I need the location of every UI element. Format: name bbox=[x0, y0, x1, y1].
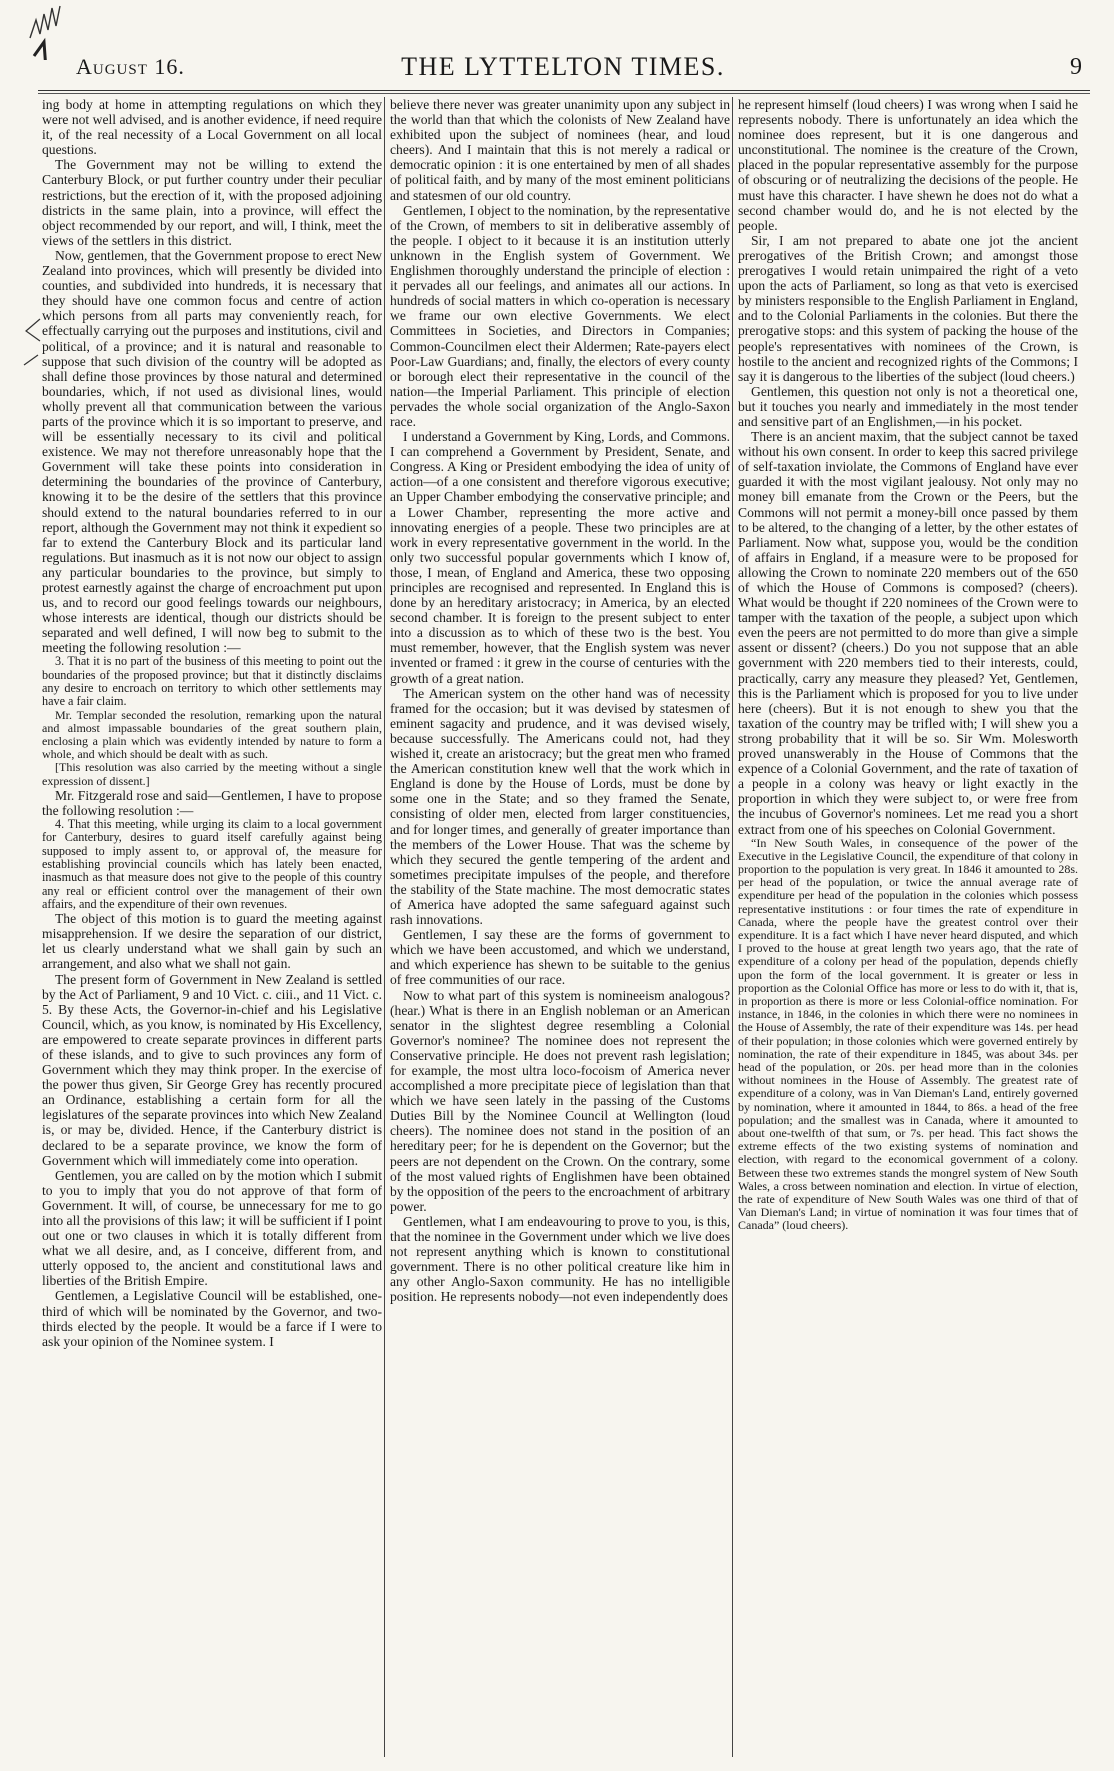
resolution-text: 3. That it is no part of the business of this meeting to point out the boundaries of the proposed province; but that it distinctly disclaims any desire to encroach on territory to which other settlements may have a fair claim. bbox=[42, 654, 382, 709]
paragraph: Gentlemen, this question not only is not a theoretical one, but it touches you nearly and immediately in the most tender and sensitive part of an Englishmen,—in his pocket. bbox=[738, 383, 1078, 429]
masthead-rule bbox=[38, 90, 1090, 91]
masthead-rule-thin bbox=[38, 93, 1090, 94]
paragraph: I understand a Government by King, Lords, and Commons. I can comprehend a Government by President, Senate, and Congress. A King or President embodying the idea of unity of action—of a one consistent and therefore vigorous executive; an Upper Chamber embodying the conservative principle; and a Lower Chamber, representing the more active and innovating energies of a people. These two principles are at work in every representative government in the world. In the only two successful popular governments which I know of, those, I mean, of England and America, these two opposing principles are recognised and represented. In England this is done by an hereditary aristocracy; in America, by an elected second chamber. It is foreign to the present subject to enter into a discussion as to which of these two is the best. You must remember, however, that the English system was never invented or framed : it grew in the course of centuries with the growth of a great nation. bbox=[390, 429, 730, 686]
newspaper-title: THE LYTTELTON TIMES. bbox=[401, 52, 725, 81]
article-column-1 bbox=[42, 97, 382, 1762]
paragraph: Sir, I am not prepared to abate one jot the ancient prerogatives of the British Crown; and amongst those prerogatives I would retain unimpaired the right of a veto upon the acts of Parliament, so long as that veto is exercised by ministers responsible to the English Parliament in England, and to the Colonial Parliaments in the colonies. But there the prerogative stops: and this system of packing the house of the people's representatives with nominees of the Crown, is hostile to the ancient and recognized rights of the Commons; I say it is dangerous to the liberties of the subject (loud cheers.) bbox=[738, 232, 1078, 384]
handwritten-annotation-mark bbox=[22, 0, 66, 60]
paragraph: Mr. Fitzgerald rose and said—Gentlemen, I have to propose the following resolution :— bbox=[42, 787, 382, 818]
paragraph: he represent himself (loud cheers) I was wrong when I said he represents nobody. There is unfortunately an idea which the nominee does represent, but it is one dangerous and unconstitutional. The nominee is the creature of the Crown, placed in the popular representative assembly for the purpose of obscuring or of neutralizing the decisions of the people. He must have this character. I have shewn he does not do what a second chamber would do, and he is not elected by the people. bbox=[738, 97, 1078, 233]
paragraph: ing body at home in attempting regulations on which they were not well advised, and is another evidence, if need require it, of the real necessity of a Local Government on all local questions. bbox=[42, 97, 382, 158]
paragraph: Mr. Templar seconded the resolution, remarking upon the natural and almost impassable boundaries of the great southern plain, enclosing a plain which was evidently intended by nature to form a whole, and which should be dealt with as such. bbox=[42, 707, 382, 762]
article-column-2 bbox=[390, 97, 730, 1762]
paragraph: Gentlemen, you are called on by the motion which I submit to you to imply that you do not approve of that form of Government. It will, of course, be unnecessary for me to go into all the provisions of this law; it will be sufficient if I point out one or two clauses in which it is totally different from what we all desire, and, as I conceive, different from, and utterly opposed to, the ancient and constitutional laws and liberties of the British Empire. bbox=[42, 1167, 382, 1289]
paragraph: Gentlemen, a Legislative Council will be established, one-third of which will be nominated by the Governor, and two-thirds elected by the people. It would be a farce if I were to ask your opinion of the Nominee system. I bbox=[42, 1288, 382, 1349]
paragraph: Gentlemen, I say these are the forms of government to which we have been accustomed, and which we understand, and which experience has shewn to be suitable to the genius of free communities of our race. bbox=[390, 927, 730, 988]
column-divider bbox=[732, 97, 733, 1757]
paragraph: The American system on the other hand was of necessity framed for the occasion; but it was devised by statesmen of eminent sagacity and prudence, and it was devised wisely, because successfully. The Americans could not, had they wished it, create an aristocracy; but the great men who framed the American constitution knew well that the work which in England is done by the House of Lords, must be done by some one in the State; and so they framed the Senate, consisting of older men, elected from larger constituencies, and for longer times, and generally of greater importance than the members of the Lower House. That was the scheme by which they secured the gentle tempering of the ardent and sometimes precipitate impulses of the people, and therefore the stability of the State machine. The most democratic states of America have adopted the same safeguard against such rash innovations. bbox=[390, 685, 730, 928]
article-column-3 bbox=[738, 97, 1078, 1762]
paragraph: The Government may not be willing to extend the Canterbury Block, or put further country under their peculiar restrictions, but the erection of it, with the proposed adjoining districts in the same plain, into a province, will effect the object recommended by our report, and will, I think, meet the views of the settlers in this district. bbox=[42, 157, 382, 248]
paragraph: Now to what part of this system is nomineeism analogous? (hear.) What is there in an English nobleman or an American senator in the slightest degree resembling a Colonial Governor's nominee? The nominee does not represent the Conservative principle. He does not prevent rash legislation; for example, the most ultra loco-focoism of America never accomplished a more precipitate piece of legislation than that which we have seen lately in the passing of the Customs Duties Bill by the Nominee Council at Wellington (loud cheers). The nominee does not stand in the position of an hereditary peer; for he is dependent on the Governor; but the peers are not dependent on the Crown. On the contrary, some of the most valued rights of Englishmen have been obtained by the opposition of the peers to the encroachment of arbitrary power. bbox=[390, 987, 730, 1214]
page-number: 9 bbox=[1070, 54, 1082, 80]
paragraph: Gentlemen, I object to the nomination, by the representative of the Crown, of members to sit in deliberative assembly of the people. I object to it because it is an institution utterly unknown in the English system of Government. We Englishmen thoroughly understand the principle of election : it pervades all our feelings, and animates all our actions. In hundreds of social matters in which co-operation is necessary we frame our own elective Governments. We elect Committees in Societies, and Directors in Companies; Common-Councilmen elect their Aldermen; Rate-payers elect Poor-Law Guardians; and, finally, the electors of every county or borough elect their representative in the council of the nation—the Imperial Parliament. This principle of election pervades the whole social organization of the Anglo-Saxon race. bbox=[390, 202, 730, 429]
paragraph: Gentlemen, what I am endeavouring to prove to you, is this, that the nominee in the Government under which we live does not represent anything which is known to constitutional government. There is no other political creature like him in any other Anglo-Saxon community. He has no intelligible position. He represents nobody—not even independently does bbox=[390, 1213, 730, 1305]
paragraph: Now, gentlemen, that the Government propose to erect New Zealand into provinces, which will presently be divided into counties, and subdivided into hundreds, it is necessary that they should have one common focus and centre of action which persons from all parts may conveniently reach, for effectually carrying out the purposes and institutions, civil and political, of a province; and it is natural and reasonable to suppose that such division of the country will be adopted as shall define those provinces by those natural and determined boundaries, which, if not used as divisional lines, would wholly prevent all that communication between the various parts of the province which it is so important to preserve, and will be essentially necessary to its civil and political existence. We may not therefore unreasonably hope that the Government will take these points into consideration in determining the boundaries of the province of Canterbury, knowing it to be the desire of the settlers that this province should extend to the natural boundaries referred to in our report, although the Government may not think it expedient so far to extend the Canterbury Block and its particular land regulations. But inasmuch as it is not now our object to assign any particular boundaries to the province, but simply to protest earnestly against the charge of encroachment put upon us, and to record our good feelings towards our neighbours, whose interests are identical, though our districts should be separated and well defined, I will now beg to submit to the meeting the following resolution :— bbox=[42, 247, 382, 656]
resolution-text: 4. That this meeting, while urging its claim to a local government for Canterbury, desires to guard itself carefully against being supposed to imply assent to, or approval of, the measure for establishing provincial councils which has lately been enacted, inasmuch as that measure does not give to the people of this country any real or efficient control over the management of their own affairs, and the expenditure of their own revenues. bbox=[42, 817, 382, 911]
newspaper-page bbox=[20, 0, 1096, 1771]
meeting-note: [This resolution was also carried by the meeting without a single expression of dissent.] bbox=[42, 760, 382, 788]
quoted-speech-extract: “In New South Wales, in consequence of the power of the Executive in the Legislative Council, the expenditure of that colony in proportion to the population is very great. In 1846 it amounted to 28s. per head of the population, or twice the annual average rate of expenditure per head of the population in the colonies which possess representative institutions : or four times the rate of expenditure in Canada, where the people have the greatest control over their expenditure. It is a fact which I have never heard disputed, and which I proved to the house at great length two years ago, that the rate of expenditure of a colony per head of the population, depends chiefly upon the form of the local government. It is greater or less in proportion as the Colonial Office has more or less to do with it, that is, in proportion as there is more or less Colonial-office nomination. For instance, in 1846, in the colonies in which there were no nominees in the House of Assembly, the rate of their expenditure was 14s. per head of their population; in those colonies which were governed entirely by nomination, the rate of their expenditure in 1845, was about 34s. per head of the population, or 20s. per head more than in the colonies without nominees in the House of Assembly. The greatest rate of expenditure of a colony, was in Van Dieman's Land, entirely governed by nomination, where it amounted in 1844, to 86s. a head of the free population; and the smallest was in Canada, where it amounted to about one-twelfth of that sum, or 7s. per head. This fact shows the extreme effects of the two existing systems of nomination and election, with regard to the economical government of a colony. Between these two extremes stands the mongrel system of New South Wales, a cross between nomination and election. In virtue of election, the rate of expenditure of New South Wales was one third of that of Van Dieman's Land; in virtue of nomination it was four times that of Canada” (loud cheers). bbox=[738, 835, 1078, 1233]
paragraph: believe there never was greater unanimity upon any subject in the world than that which the colonists of New Zealand have exhibited upon the subject of nominees (hear, and loud cheers). And I maintain that this is not merely a radical or democratic opinion : it is one entertained by men of all shades of political faith, and by many of the most eminent politicians and statesmen of our old country. bbox=[390, 97, 730, 203]
paragraph: The object of this motion is to guard the meeting against misapprehension. If we desire the separation of our district, let us clearly understand what we shall gain by such an arrangement, and also what we shall not gain. bbox=[42, 911, 382, 972]
column-divider bbox=[384, 97, 385, 1757]
paragraph: The present form of Government in New Zealand is settled by the Act of Parliament, 9 and 10 Vict. c. ciii., and 11 Vict. c. 5. By these Acts, the Governor-in-chief and his Legislative Council, which, as you know, is nominated by His Excellency, are empowered to create separate provinces in different parts of these islands, and to give to such provinces any form of Government which they may think proper. In the exercise of the power thus given, Sir George Grey has recently procured an Ordinance, establishing a certain form for all the legislatures of the separate provinces into which New Zealand is, or may be, divided. Hence, if the Canterbury district is declared to be a separate province, we know the form of Government which will immediately come into operation. bbox=[42, 971, 382, 1168]
issue-date: August 16. bbox=[76, 54, 185, 79]
paragraph: There is an ancient maxim, that the subject cannot be taxed without his own consent. In order to keep this sacred privilege of self-taxation inviolate, the Commons of England have ever guarded it with the most vigilant jealousy. Not only may no money bill emanate from the Crown or the Peers, but the Commons will not permit a money-bill once passed by them to be altered, to the changing of a letter, by the other estates of Parliament. Now what, suppose you, would be the condition of affairs in England, if a measure were to be proposed for allowing the Crown to nominate 220 members out of the 650 of which the House of Commons is composed? (cheers). What would be thought if 220 nominees of the Crown were to tamper with the taxation of the people, a subject upon which even the peers are not permitted to do more than give a simple assent or dissent? (cheers.) Do you not suppose that an able government with 220 members tied to their interests, could, practically, carry any measure they pleased? Yet, Gentlemen, this is the Parliament which is proposed for you to live under here (cheers). But it is not enough to shew you that the taxation of the country may be trifled with; I will shew you a strong probability that it will be so. Sir Wm. Molesworth proved unanswerably in the House of Commons that the expence of a Colonial Government, and the rate of taxation of a people in a colony was heavy or light exactly in the proportion in which they were subject to, or were free from the incubus of Governor's nominees. Let me read you a short extract from one of his speeches on Colonial Government. bbox=[738, 429, 1078, 837]
